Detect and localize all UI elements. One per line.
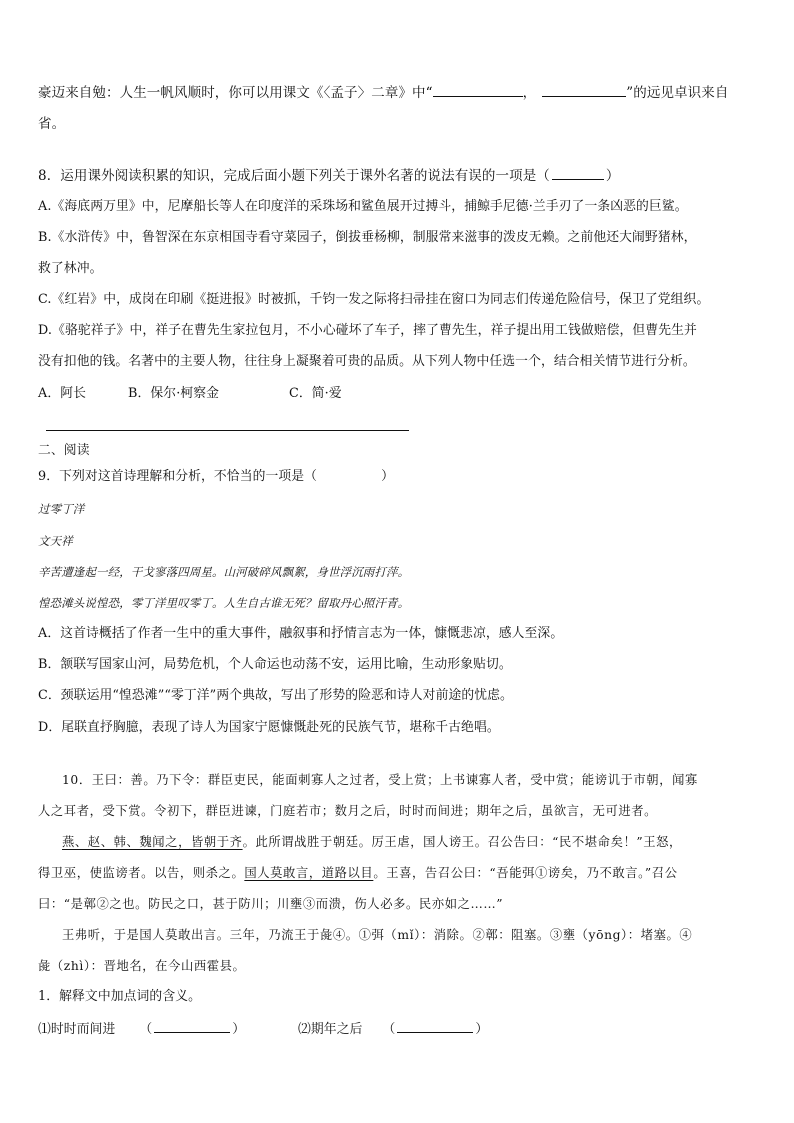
q7-line-1	[38, 83, 728, 102]
underlined-sentence: 燕、赵、韩、魏闻之，皆朝于齐	[62, 835, 243, 849]
poem-title: 过零丁洋	[38, 502, 85, 516]
q10-para-3b: 彘（zhì）：晋地名，在今山西霍县。	[38, 959, 246, 973]
q8-option-b-line1: B.《水浒传》中，鲁智深在东京相国寺看守菜园子，倒拔垂杨柳，制服常来滋事的泼皮无赖。之前他还大闹野猪林，	[38, 230, 697, 245]
q10-para-3a: 王弗听，于是国人莫敢出言。三年，乃流王于彘④。①弭（mǐ）：消除。②鄣：阻塞。③壅（yōng）：堵塞。④	[62, 928, 693, 942]
section-heading: 二、阅读	[38, 443, 90, 458]
q8-option-b-line2: 救了林冲。	[38, 261, 103, 276]
q9-option-a: A．这首诗概括了作者一生中的重大事件，融叙事和抒情言志为一体，慷慨悲凉，感人至深。	[38, 626, 564, 641]
q8-option-a: A.《海底两万里》中，尼摩船长等人在印度洋的采珠场和鲨鱼展开过搏斗，捕鲸手尼德·兰手刃了一条凶恶的巨鲨。	[38, 199, 688, 214]
poem-line-2: 惶恐滩头说惶恐，零丁洋里叹零丁。人生自古谁无死？留取丹心照汗青。	[38, 596, 410, 610]
q8-option-d-line2: 没有扣他的钱。名著中的主要人物，往往身上凝聚着可贵的品质。从下列人物中任选一个，结合相关情节进行分析。	[38, 354, 696, 369]
q10-text: 。王喜，告召公曰：“吾能弭①谤矣，乃不敢言。”召公	[373, 866, 678, 880]
answer-blank[interactable]	[154, 1019, 230, 1033]
q8-choice-a: A．阿长	[38, 386, 87, 401]
paren-open: （	[139, 1022, 153, 1037]
q8-stem-text: 8．运用课外阅读积累的知识，完成后面小题下列关于课外名著的说法有误的一项是（	[38, 168, 550, 184]
q10-sub-item-2	[298, 1019, 488, 1039]
q10-text: 得卫巫，使监谤者。以告，则杀之。	[38, 866, 245, 880]
paren-open: （	[382, 1022, 396, 1037]
q8-option-d-line1: D.《骆驼祥子》中，祥子在曹先生家拉包月，不小心碰坏了车子，摔了曹先生，祥子提出用工钱做赔偿，但曹先生并	[38, 323, 697, 338]
q9-option-b: B．颔联写国家山河，局势危机，个人命运也动荡不安，运用比喻，生动形象贴切。	[38, 657, 512, 672]
poem-author: 文天祥	[38, 534, 73, 548]
q10-para-2a	[62, 833, 682, 851]
q10-text: 。此所谓战胜于朝廷。厉王虐，国人谤王。召公告曰：“民不堪命矣！”王怒，	[242, 835, 682, 849]
q10-sub-question-1: 1．解释文中加点词的含义。	[38, 989, 202, 1004]
q9-stem-text: 9．下列对这首诗理解和分析，不恰当的一项是（	[38, 469, 318, 484]
answer-blank[interactable]	[552, 166, 604, 180]
poem-line-1: 辛苦遭逢起一经，干戈寥落四周星。山河破碎风飘絮，身世浮沉雨打萍。	[38, 565, 410, 579]
q9-option-c: C．颈联运用“惶恐滩”“零丁洋”两个典故，写出了形势的险恶和诗人对前途的忧虑。	[38, 688, 513, 703]
q7-text-c: ”的远见卓识来自	[626, 85, 729, 101]
q7-text-a: 豪迈来自勉：人生一帆风顺时，你可以用课文《〈孟子〉二章》中“	[38, 85, 433, 101]
item-label: ⑵期年之后	[298, 1022, 363, 1037]
answer-blank[interactable]	[433, 83, 523, 97]
q10-para-2c: 曰：“是鄣②之也。防民之口，甚于防川；川壅③而溃，伤人必多。民亦如之……”	[38, 897, 504, 911]
paren-close: ）	[232, 1022, 246, 1037]
q10-sub-item-1	[38, 1019, 245, 1039]
q9-option-d: D．尾联直抒胸臆，表现了诗人为国家宁愿慷慨赴死的民族气节，堪称千古绝唱。	[38, 720, 500, 735]
q10-para-1: 10．王曰：善。乃下令：群臣吏民，能面刺寡人之过者，受上赏；上书谏寡人者，受中赏；能谤讥于市朝，闻寡	[62, 773, 698, 787]
q8-choice-b: B．保尔·柯察金	[128, 386, 220, 401]
paren-close: ）	[475, 1022, 489, 1037]
q8-stem	[38, 166, 620, 185]
underlined-sentence: 国人莫敢言，道路以目	[244, 866, 374, 880]
q7-text-b: ，	[522, 85, 537, 101]
item-label: ⑴时时而间进	[38, 1022, 116, 1037]
q7-line-2: 省。	[38, 116, 66, 132]
q8-stem-close: ）	[605, 168, 620, 184]
q9-stem	[38, 468, 394, 486]
q10-para-2b	[38, 864, 678, 882]
q9-stem-close: ）	[381, 469, 394, 484]
answer-line[interactable]	[46, 430, 409, 431]
q10-para-1b: 人之耳者，受下赏。令初下，群臣进谏，门庭若市；数月之后，时时而间进；期年之后，虽欲言，无可进者。	[38, 804, 658, 818]
q8-choice-c: C．简·爱	[289, 386, 342, 401]
answer-blank[interactable]	[397, 1019, 473, 1033]
answer-blank[interactable]	[542, 83, 626, 97]
q8-option-c: C.《红岩》中，成岗在印刷《挺进报》时被抓，千钧一发之际将扫帚挂在窗口为同志们传递危险信号，保卫了党组织。	[38, 292, 710, 307]
